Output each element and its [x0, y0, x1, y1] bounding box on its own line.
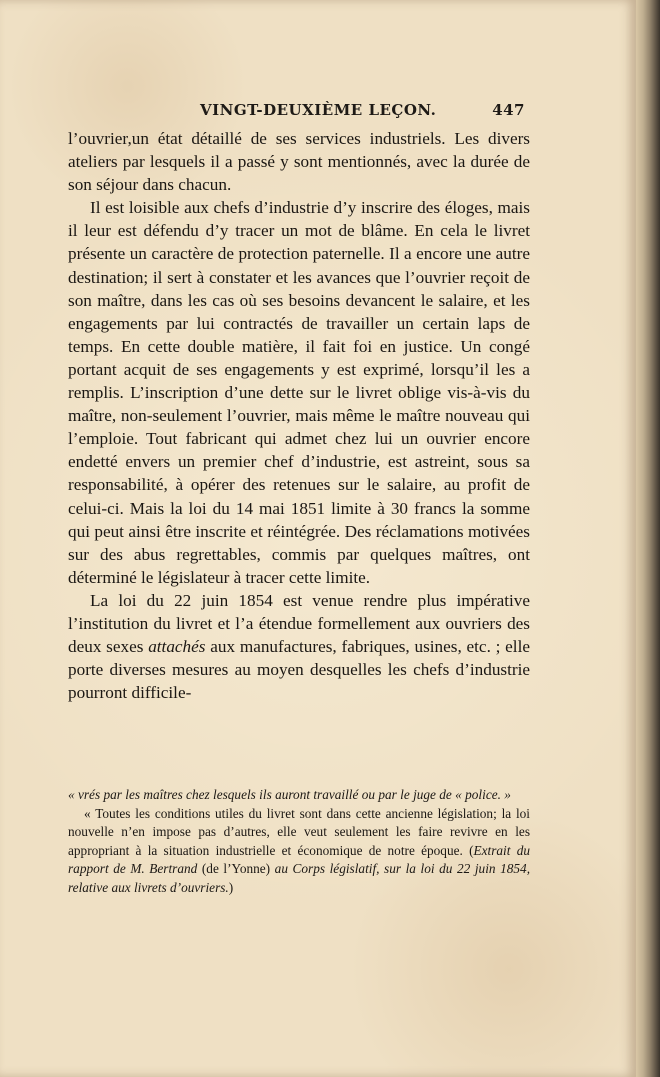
page-number: 447: [492, 101, 525, 119]
main-text: [68, 127, 530, 704]
footnote: [68, 805, 530, 898]
footnote-text: « Toutes les conditions utiles du livret sont dans cette ancienne législation; la loi nouvelle n’en impose pas d’autres, elle veut seulement les faire revivre en les appropriant à la situation industrielle et économique de notre époque. (: [68, 805, 530, 858]
running-head: [190, 101, 590, 125]
footnote-close: ): [228, 879, 234, 895]
paragraph-3-text-after: aux manufactures, fabriques, usines, etc. ; elle porte diverses mesures au moyen desquelles les chefs d’industrie pourront difficile-: [68, 637, 530, 703]
page-edge: [636, 0, 660, 1077]
footnote-source-paren: (de l’Yonne): [197, 861, 275, 877]
footnote-source: Extrait du rapport de M. Bertrand: [68, 842, 530, 877]
paragraph-1: l’ouvrier,un état détaillé de ses services industriels. Les divers ateliers par lesquels il a passé y sont mentionnés, avec la durée de son séjour dans chacun.: [68, 129, 530, 195]
paragraph-3-text-before: La loi du 22 juin 1854 est venue rendre plus impérative l’institution du livret et l’a étendue formellement aux ouvriers des deux sexes: [68, 590, 530, 657]
paragraph-3-emphasis: attachés: [148, 637, 206, 657]
paragraph-3: [68, 589, 530, 704]
chapter-title: VINGT-DEUXIÈME LEÇON.: [200, 101, 437, 119]
paragraph-2: Il est loisible aux chefs d’industrie d’y inscrire des éloges, mais il leur est défendu d’y tracer un mot de blâme. En cela le livret présente un caractère de protection paternelle. Il a encore une autre destination; il sert à constater et les avances que l’ouvrier reçoit de son maître, dans les cas où ses besoins devancent le salaire, et les engagements par lui contractés de travailler un certain laps de temps. En cette double matière, il fait foi en justice. Un congé portant acquit de ses engagements y est exprimé, lorsqu’il les a remplis. L’inscription d’une dette sur le livret oblige vis-à-vis du maître, non-seulement l’ouvrier, mais même le maître nouveau qui l’emploie. Tout fabricant qui admet chez lui un ouvrier encore endetté envers un premier chef d’industrie, est astreint, sous sa responsabilité, à opérer des retenues sur le salaire, au profit de celui-ci. Mais la loi du 14 mai 1851 limite à 30 francs la somme qui peut ainsi être inscrite et réintégrée. Des réclamations motivées sur des abus regrettables, commis par quelques maîtres, ont déterminé le législateur à tracer cette limite.: [68, 198, 530, 587]
footnote-continuation: « vrés par les maîtres chez lesquels ils auront travaillé ou par le juge de « police. »: [68, 787, 511, 802]
footnote-source-detail: au Corps législatif, sur la loi du 22 juin 1854, relative aux livrets d’ouvriers.: [68, 861, 531, 895]
footnotes: [68, 786, 530, 898]
